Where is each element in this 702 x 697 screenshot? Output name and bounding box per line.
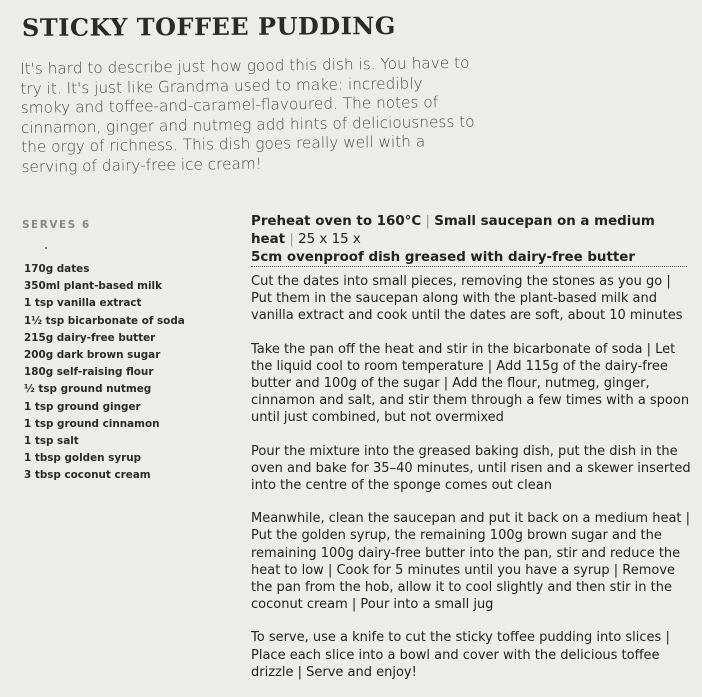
ingredient-item: 1 tsp ground cinnamon <box>24 417 160 430</box>
method-header-dish-size: 25 x 15 x <box>298 232 361 247</box>
ingredients-list <box>24 261 185 485</box>
ingredient-item: 3 tbsp coconut cream <box>24 469 151 482</box>
bullet-dot <box>45 247 47 249</box>
ingredient-item: 1 tsp vanilla extract <box>24 297 142 310</box>
method-step: Take the pan off the heat and stir in the bicarbonate of soda | Let the liquid cool to room temperature | Add 115g of the dairy-free butter and 100g of the sugar | Add the flour, nutmeg, ginger, cinnamon and salt, and stir them through a few times with a spoon until just combined, but not overmixed <box>251 341 690 426</box>
ingredient-item: 1 tsp ground ginger <box>24 400 141 413</box>
method-step: Meanwhile, clean the saucepan and put it back on a medium heat | Put the golden syrup, the remaining 100g brown sugar and the remaining 100g dairy-free butter into the pan, stir and reduce the heat to low | Cook for 5 minutes until you have a syrup | Remove the pan from the hob, allow it to cool slightly and then stir in the coconut cream | Pour into a small jug <box>251 511 691 613</box>
serves-label: SERVES 6 <box>22 219 91 231</box>
ingredient-item: 1 tbsp golden syrup <box>24 452 142 465</box>
ingredient-item: 215g dairy-free butter <box>24 331 156 344</box>
ingredient-item: 350ml plant-based milk <box>24 280 162 293</box>
method-header-saucepan: Small saucepan on a medium heat <box>251 214 655 247</box>
method-step: Cut the dates into small pieces, removing the stones as you go | Put them in the saucepan along with the plant-based milk and vanilla extract and cook until the dates are soft, about 10 minutes <box>251 274 683 324</box>
ingredient-item: 200g dark brown sugar <box>24 349 161 362</box>
ingredient-item: ½ tsp ground nutmeg <box>24 383 152 396</box>
method-step: Pour the mixture into the greased baking dish, put the dish in the oven and bake for 35–40 minutes, until risen and a skewer inserted into the centre of the sponge comes out clean <box>251 443 691 494</box>
method-step: To serve, use a knife to cut the sticky toffee pudding into slices | Place each slice into a bowl and cover with the delicious toffee drizzle | Serve and enjoy! <box>251 630 670 680</box>
method-steps <box>251 273 691 697</box>
dotted-divider <box>251 266 687 267</box>
method-header: Preheat oven to 160°C | Small saucepan on a medium heat | 25 x 15 x 5cm ovenproof dish greased with dairy-free butter <box>251 214 655 265</box>
ingredient-item: 170g dates <box>24 263 90 275</box>
recipe-title: STICKY TOFFEE PUDDING <box>21 11 396 42</box>
ingredient-item: 1½ tsp bicarbonate of soda <box>24 314 185 327</box>
ingredient-item: 180g self-raising flour <box>24 366 154 379</box>
ingredient-item: 1 tsp salt <box>24 435 79 448</box>
method-header-dish: 5cm ovenproof dish greased with dairy-free butter <box>251 250 635 265</box>
recipe-intro: It's hard to describe just how good this dish is. You have to try it. It's just like Grandma used to make: incredibly smoky and toffee-and-caramel-flavoured. The notes of cinnamon, ginger and nutmeg add hints of deliciousness to the orgy of richness. This dish goes really well with a serving of dairy-free ice cream! <box>20 53 475 176</box>
method-header-oven: Preheat oven to 160°C <box>251 214 422 229</box>
